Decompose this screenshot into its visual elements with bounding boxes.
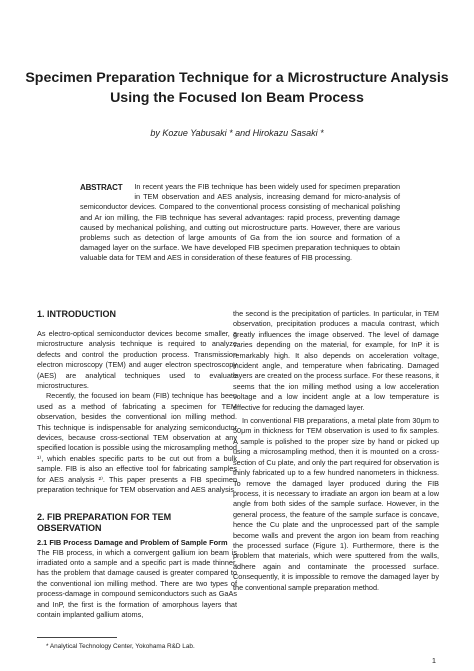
abstract-text: In recent years the FIB technique has been widely used for specimen preparation in TEM observation and AES analysis, increasing demand for micro-analysis of semiconductor devices. Compared to the conventional process consisting of mechanical polishing and Ar ion milling, the FIB technique has several advantages: rapid process, preventing damage caused by mechanical polishing, and cutting out microstructure parts. However, there are various problems such as detection of large amounts of Ga from the ion source and formation of a damaged layer on the surface. We have developed FIB specimen preparation techniques to obtain valuable data for TEM and AES in consideration of these features of FIB processing.: [80, 182, 400, 263]
subsection-2-1-heading: 2.1 FIB Process Damage and Problem of Sample Form: [37, 537, 228, 547]
abstract-block: [80, 182, 400, 264]
footnote: * Analytical Technology Center, Yokohama R&D Lab.: [46, 643, 195, 650]
section-2-paragraph-1: The FIB process, in which a convergent gallium ion beam is irradiated onto a sample and a specific part is made thinner, has the problem that damage caused is greater compared to the conventional ion milling method. There are two types of process-damage in compound semiconductors such as GaAs and InP, the first is the formation of amorphous layers that contain implanted gallium atoms,: [37, 547, 237, 619]
section-1-paragraph-2: Recently, the focused ion beam (FIB) technique has been used as a method of fabricating a specimen for TEM observation, besides the conventional ion milling method. This technique is indispensable for analyzing semiconductor devices, because cross-sectional TEM observation at any specified location is possible using the microsampling method ¹⁾, which enables specific parts to be cut out from a bulk sample. FIB is also an effective tool for fabricating samples for AES analysis ²⁾. This paper presents a FIB specimen preparation technique for TEM observation and AES analysis.: [37, 391, 237, 495]
section-1-paragraph-1: As electro-optical semiconductor devices become smaller, a microstructure analysis technique is required to analyze defects and control the production process. Transmission electron microscopy (TEM) and auger electron spectroscopy (AES) are analytical techniques used to evaluate microstructures.: [37, 329, 237, 391]
left-column: [37, 309, 237, 620]
paper-title: Specimen Preparation Technique for a Microstructure Analysis Using the Focused Ion Beam Process: [25, 70, 449, 106]
page-number: 1: [431, 656, 436, 665]
right-column-paragraph-2: In conventional FIB preparations, a metal plate from 30μm to 50μm in thickness for TEM observation is used to fix samples. A sample is polished to the proper size by hand or picked up using a microsampling method, then it is mounted on a cross-section of Cu plate, and only the part required for observation is thinly fabricated up to a few hundred nanometers in thickness. To remove the damaged layer produced during the FIB process, it is necessary to irradiate an argon ion beam at a low angle from both sides of the sample surface. However, in the general process, the feature of the sample surface is concave, hence the Cu plate and the unprocessed part of the sample become walls and prevent the argon ion beam from reaching the processed surface (Figure 1). Furthermore, there is the problem that materials, which were sputtered from the walls, adhere again and contaminate the processed surface. Consequently, it is impossible to remove the damaged layer by the conventional sample preparation method.: [233, 416, 439, 592]
right-column-paragraph-1: the second is the precipitation of particles. In particular, in TEM observation, precipitation produces a macula contrast, which greatly influences the image observed. The level of damage varies depending on the material, for example, for InP it is remarkably high. It also depends on acceleration voltage, incident angle, and temperature when fabricating. Damaged layers are created on the process surface. For these reasons, it seems that the ion milling method using a low acceleration voltage and a low incident angle at a low temperature is effective for reducing the damaged layer.: [233, 309, 439, 412]
section-2-heading: 2. FIB PREPARATION FOR TEM OBSERVATION: [37, 511, 172, 533]
abstract-label: ABSTRACT: [80, 183, 123, 192]
footnote-divider: [37, 637, 117, 638]
right-column: [233, 309, 439, 593]
author-byline: by Kozue Yabusaki * and Hirokazu Sasaki *: [150, 128, 324, 138]
section-1-heading: 1. INTRODUCTION: [37, 309, 117, 319]
